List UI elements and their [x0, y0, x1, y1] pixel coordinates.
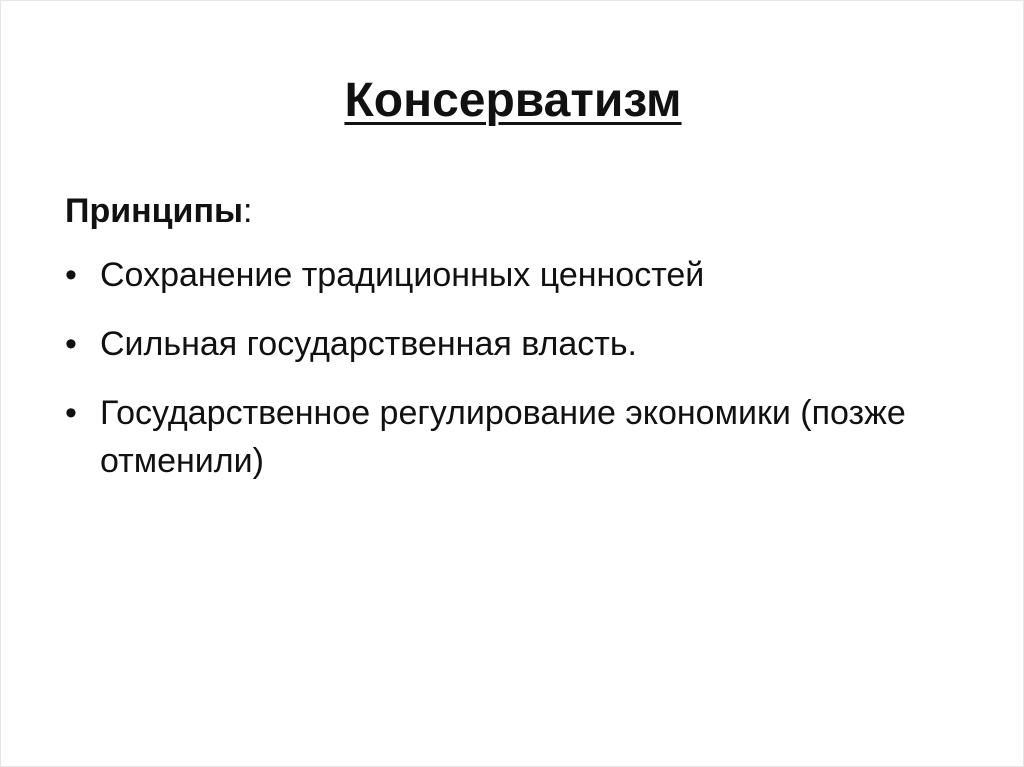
- principles-colon: :: [243, 192, 253, 230]
- list-item: [65, 251, 985, 299]
- list-item-text: Государственное регулирование экономики (позже отменили): [100, 394, 906, 480]
- slide-title-text: Консерватизм: [344, 74, 682, 127]
- list-item-text: Сохранение традиционных ценностей: [100, 256, 705, 294]
- slide-title: [1, 71, 1024, 131]
- principles-list: [65, 251, 985, 485]
- bullet-icon: •: [65, 394, 77, 432]
- list-item-text: Сильная государственная власть.: [100, 325, 637, 363]
- bullet-icon: •: [65, 325, 77, 363]
- slide-body: [65, 187, 985, 506]
- list-item: [65, 389, 985, 485]
- list-item: [65, 320, 985, 368]
- principles-label: Принципы: [65, 192, 244, 230]
- bullet-icon: •: [65, 256, 77, 294]
- principles-heading: [65, 187, 985, 235]
